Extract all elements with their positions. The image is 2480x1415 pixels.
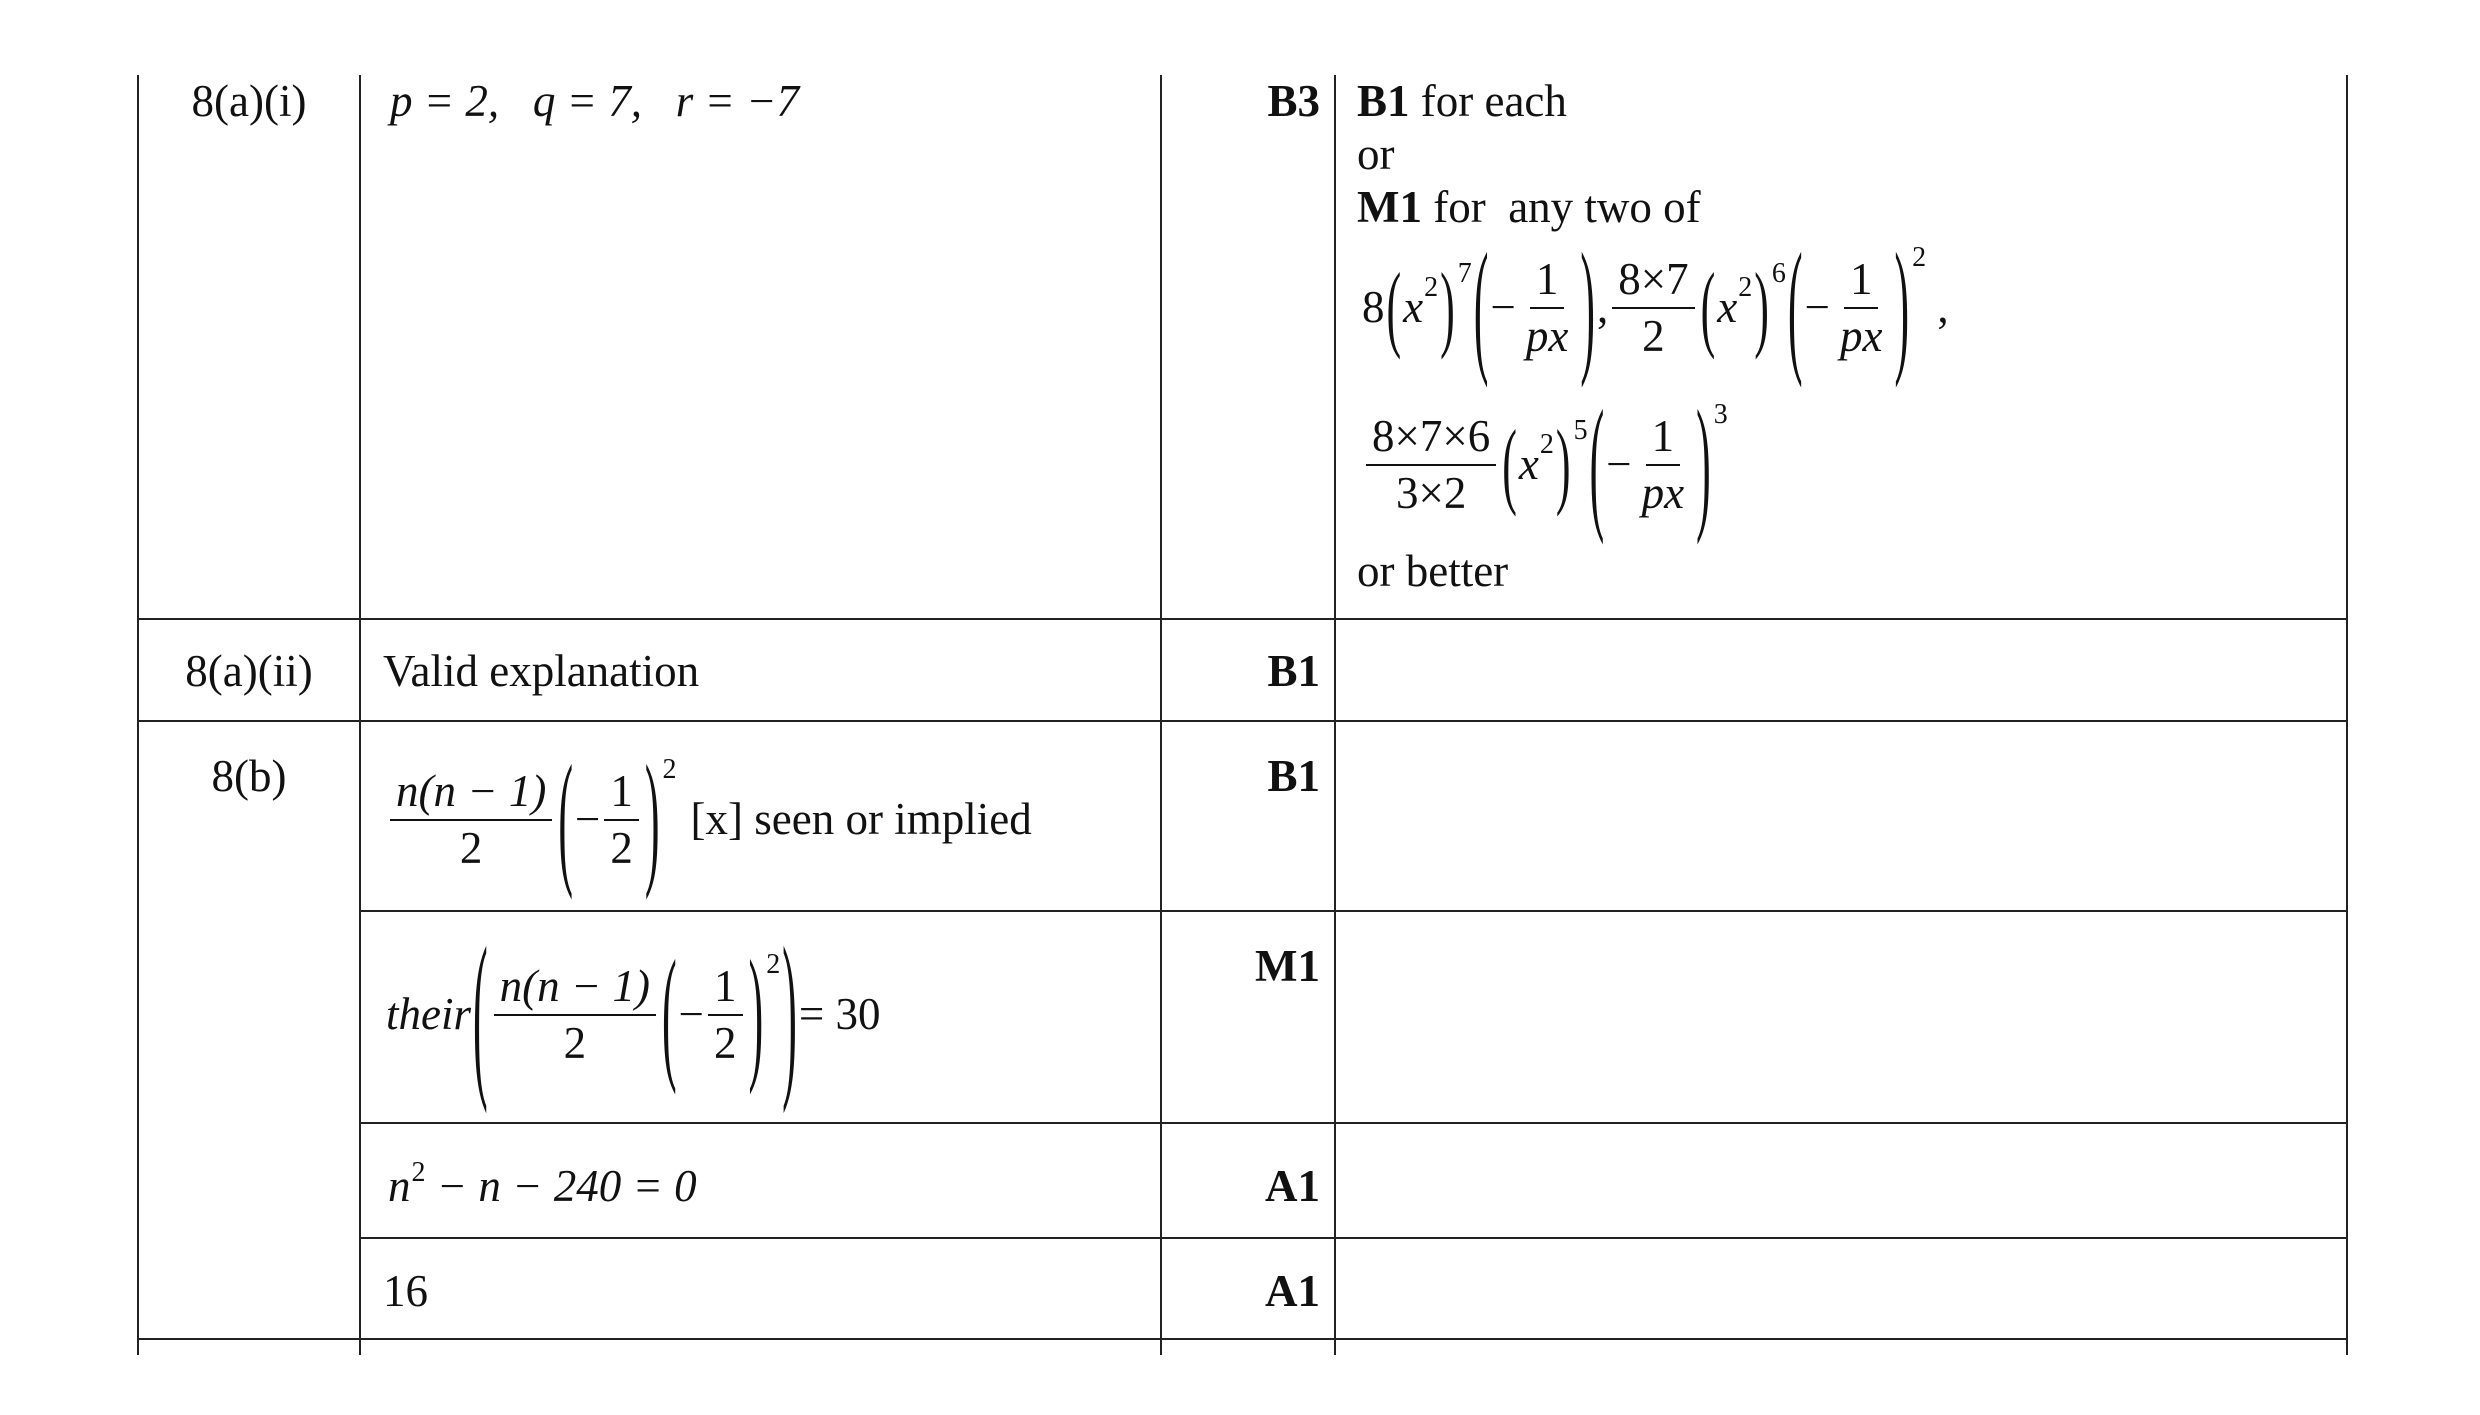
numerator: 1 [1530, 256, 1565, 309]
mark-code: B3 [1267, 76, 1320, 126]
row-divider [137, 720, 2348, 722]
variable: n [388, 1161, 411, 1211]
question-label: 8(a)(ii) [185, 646, 313, 696]
exponent: 2 [1738, 272, 1753, 304]
question-label: 8(b) [211, 751, 287, 801]
denominator: 2 [1642, 311, 1665, 361]
math-expression [1362, 380, 1728, 547]
paren-open: ( [662, 930, 677, 1097]
paren-open: ( [1787, 223, 1803, 390]
denominator: 3×2 [1395, 468, 1467, 518]
mark-code-bold: M1 [1357, 182, 1422, 232]
guidance-text: for any two of [1421, 182, 1701, 232]
exponent: 2 [766, 949, 781, 981]
paren-open: ( [473, 910, 488, 1116]
paren-open: ( [1589, 380, 1605, 547]
variable: x [1518, 439, 1539, 490]
exponent: 2 [662, 754, 677, 786]
guidance-line [1357, 75, 1567, 128]
exponent: 7 [1457, 258, 1472, 290]
minus-sign: − [1490, 282, 1516, 333]
fraction [1520, 253, 1574, 361]
equals-value: = 30 [798, 989, 881, 1040]
answer-text: 16 [383, 1266, 428, 1316]
minus-sign: − [1606, 439, 1632, 490]
paren-close: ) [1555, 410, 1571, 518]
paren-close: ) [644, 735, 660, 902]
question-label: 8(a)(i) [191, 76, 307, 126]
mark-code: B1 [1267, 646, 1320, 696]
guidance-line [1357, 181, 1701, 234]
paren-open: ( [1386, 253, 1402, 361]
bracket-term: [x] [690, 794, 744, 845]
exponent: 2 [411, 1157, 426, 1188]
denominator: px [1839, 311, 1883, 361]
numerator: 1 [604, 768, 639, 821]
numerator: 1 [1646, 413, 1681, 466]
minus-sign: − [575, 794, 601, 845]
comma: , [1926, 282, 1949, 333]
variable: x [1717, 282, 1738, 333]
subrow-divider [359, 1122, 2348, 1124]
mark-code-bold: B1 [1357, 76, 1410, 126]
answer-text: p = 2, q = 7, r = −7 [390, 76, 799, 126]
numerator: 1 [1844, 256, 1879, 309]
numerator: n(n − 1) [494, 963, 656, 1016]
exponent: 2 [1539, 429, 1554, 461]
column-divider-marks [1334, 75, 1336, 1355]
subrow-divider [359, 910, 2348, 912]
guidance-text: seen or implied [743, 794, 1032, 845]
paren-open: ( [558, 735, 573, 902]
row-divider [137, 618, 2348, 620]
exponent: 5 [1573, 415, 1588, 447]
denominator: 2 [610, 823, 633, 873]
mark-code: A1 [1265, 1161, 1320, 1211]
subrow-divider [359, 1237, 2348, 1239]
word-their: their [386, 989, 471, 1040]
exponent: 3 [1713, 399, 1728, 431]
exponent: 2 [1424, 272, 1439, 304]
mark-code: B1 [1267, 751, 1320, 801]
mark-code: M1 [1255, 941, 1320, 991]
fraction [708, 960, 743, 1068]
numerator: 8×7×6 [1366, 413, 1496, 466]
fraction [604, 765, 639, 873]
fraction [1612, 253, 1694, 361]
math-expression [1362, 223, 1949, 390]
comma: , [1596, 282, 1609, 333]
fraction [1834, 253, 1888, 361]
answer-text: Valid explanation [383, 646, 700, 696]
paren-close: ) [1440, 253, 1455, 361]
denominator: px [1525, 311, 1569, 361]
guidance-line: or [1357, 129, 1395, 179]
math-expression [386, 910, 881, 1116]
paren-open: ( [1700, 253, 1716, 361]
paren-open: ( [1473, 223, 1489, 390]
exponent: 6 [1771, 258, 1786, 290]
fraction [1636, 410, 1690, 518]
guidance-text: for each [1409, 76, 1567, 126]
mark-code: A1 [1265, 1266, 1320, 1316]
coefficient: 8 [1362, 282, 1385, 333]
paren-close: ) [1894, 223, 1910, 390]
minus-sign: − [1804, 282, 1830, 333]
minus-sign: − [678, 989, 705, 1040]
paren-open: ( [1502, 410, 1517, 518]
numerator: n(n − 1) [390, 768, 552, 821]
math-expression [386, 735, 1032, 902]
equation-rest: − n − 240 = 0 [425, 1161, 697, 1211]
denominator: 2 [714, 1018, 737, 1068]
variable: x [1403, 282, 1424, 333]
paren-close: ) [1696, 380, 1711, 547]
numerator: 1 [708, 963, 743, 1016]
paren-close: ) [1580, 223, 1595, 390]
table-border-left [137, 75, 139, 1355]
column-divider-question [359, 75, 361, 1355]
fraction [494, 960, 656, 1068]
table-border-bottom [137, 1338, 2348, 1340]
exponent: 2 [1912, 242, 1927, 274]
guidance-line: or better [1357, 546, 1509, 596]
denominator: 2 [563, 1018, 587, 1068]
table-border-right [2346, 75, 2348, 1355]
denominator: px [1641, 468, 1685, 518]
math-expression [388, 1157, 697, 1213]
denominator: 2 [459, 823, 483, 873]
paren-close: ) [782, 910, 797, 1116]
numerator: 8×7 [1612, 256, 1694, 309]
paren-close: ) [1754, 253, 1769, 361]
fraction [1366, 410, 1496, 518]
fraction [390, 765, 552, 873]
paren-close: ) [748, 930, 764, 1097]
